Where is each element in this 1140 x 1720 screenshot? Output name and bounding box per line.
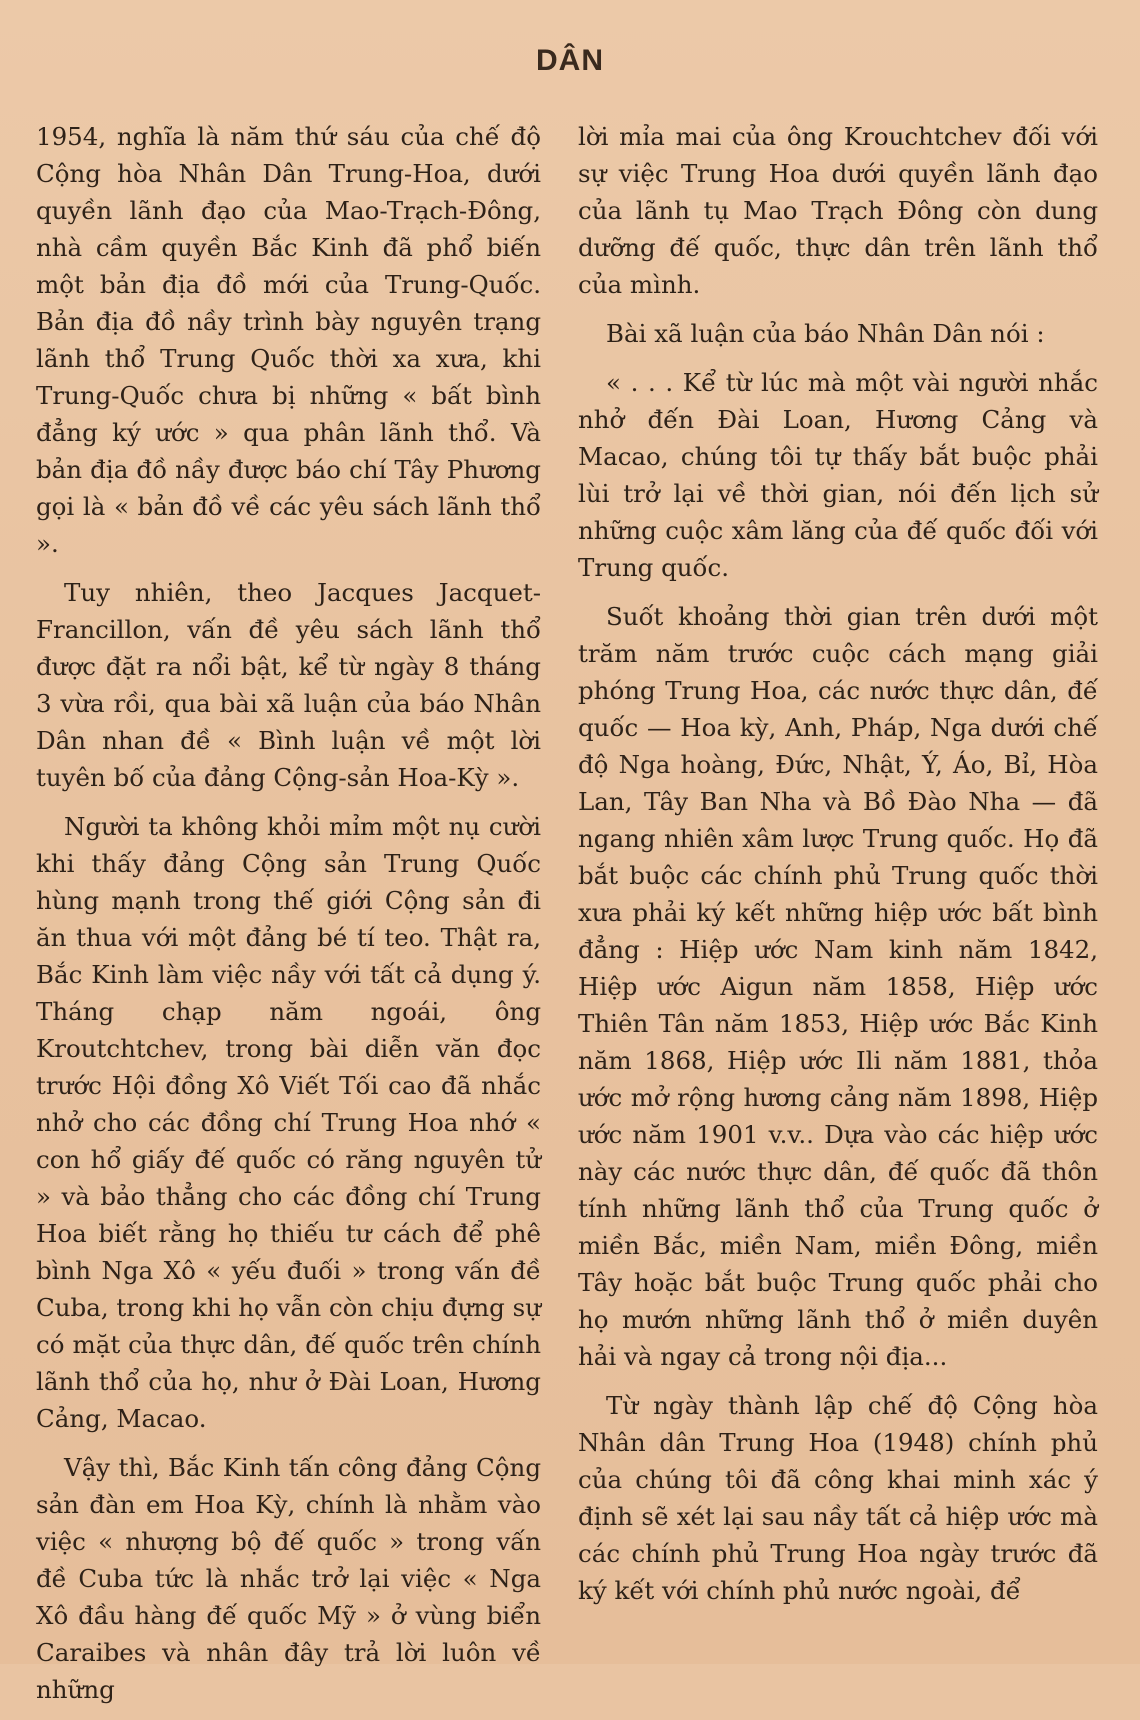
right-paragraph-4: Suốt khoảng thời gian trên dưới một trăm năm trước cuộc cách mạng giải phóng Trung Hoa, các nước thực dân, đế quốc — Hoa kỳ, Anh, Pháp, Nga dưới chế độ Nga hoàng, Đức, Nhật, Ý, Áo, Bỉ, Hòa Lan, Tây Ban Nha và Bồ Đào Nha — đã ngang nhiên xâm lược Trung quốc. Họ đã bắt buộc các chính phủ Trung quốc thời xưa phải ký kết những hiệp ước bất bình đẳng : Hiệp ước Nam kinh năm 1842, Hiệp ước Aigun năm 1858, Hiệp ước Thiên Tân năm 1853, Hiệp ước Bắc Kinh năm 1868, Hiệp ước Ili năm 1881, thỏa ước mở rộng hương cảng năm 1898, Hiệp ước năm 1901 v.v.. Dựa vào các hiệp ước này các nước thực dân, đế quốc đã thôn tính những lãnh thổ của Trung quốc ở miền Bắc, miền Nam, miền Đông, miền Tây hoặc bắt buộc Trung quốc phải cho họ mướn những lãnh thổ ở miền duyên hải và ngay cả trong nội địa... <box>578 602 1098 1371</box>
right-paragraph-5: Từ ngày thành lập chế độ Cộng hòa Nhân dân Trung Hoa (1948) chính phủ của chúng tôi đã công khai minh xác ý định sẽ xét lại sau nầy tất cả hiệp ước mà các chính phủ Trung Hoa ngày trước đã ký kết với chính phủ nước ngoài, để <box>578 1391 1098 1605</box>
right-column <box>578 118 1098 1621</box>
left-paragraph-1: 1954, nghĩa là năm thứ sáu của chế độ Cộng hòa Nhân Dân Trung-Hoa, dưới quyền lãnh đạo của Mao-Trạch-Đông, nhà cầm quyền Bắc Kinh đã phổ biến một bản địa đồ mới của Trung-Quốc. Bản địa đồ nầy trình bày nguyên trạng lãnh thổ Trung Quốc thời xa xưa, khi Trung-Quốc chưa bị những « bất bình đẳng ký ước » qua phân lãnh thổ. Và bản địa đồ nầy được báo chí Tây Phương gọi là « bản đồ về các yêu sách lãnh thổ ». <box>36 122 541 558</box>
right-paragraph-1: lời mỉa mai của ông Krouchtchev đối với sự việc Trung Hoa dưới quyền lãnh đạo của lãnh tụ Mao Trạch Đông còn dung dưỡng đế quốc, thực dân trên lãnh thổ của mình. <box>578 122 1098 299</box>
left-column <box>36 118 541 1720</box>
page-header: DÂN <box>536 44 604 77</box>
left-paragraph-3: Người ta không khỏi mỉm một nụ cười khi thấy đảng Cộng sản Trung Quốc hùng mạnh trong thế giới Cộng sản đi ăn thua với một đảng bé tí teo. Thật ra, Bắc Kinh làm việc nầy với tất cả dụng ý. Tháng chạp năm ngoái, ông Kroutchtchev, trong bài diễn văn đọc trước Hội đồng Xô Viết Tối cao đã nhắc nhở cho các đồng chí Trung Hoa nhớ « con hổ giấy đế quốc có răng nguyên tử » và bảo thẳng cho các đồng chí Trung Hoa biết rằng họ thiếu tư cách để phê bình Nga Xô « yếu đuối » trong vấn đề Cuba, trong khi họ vẫn còn chịu đựng sự có mặt của thực dân, đế quốc trên chính lãnh thổ của họ, như ở Đài Loan, Hương Cảng, Macao. <box>36 812 541 1433</box>
right-paragraph-3: « . . . Kể từ lúc mà một vài người nhắc nhở đến Đài Loan, Hương Cảng và Macao, chúng tôi tự thấy bắt buộc phải lùi trở lại về thời gian, nói đến lịch sử những cuộc xâm lăng của đế quốc đối với Trung quốc. <box>578 368 1098 582</box>
right-paragraph-2: Bài xã luận của báo Nhân Dân nói : <box>606 319 1045 348</box>
left-paragraph-4: Vậy thì, Bắc Kinh tấn công đảng Cộng sản đàn em Hoa Kỳ, chính là nhằm vào việc « nhượng bộ đế quốc » trong vấn đề Cuba tức là nhắc trở lại việc « Nga Xô đầu hàng đế quốc Mỹ » ở vùng biển Caraibes và nhân đây trả lời luôn về những <box>36 1453 541 1704</box>
left-paragraph-2: Tuy nhiên, theo Jacques Jacquet-Francillon, vấn đề yêu sách lãnh thổ được đặt ra nổi bật, kể từ ngày 8 tháng 3 vừa rồi, qua bài xã luận của báo Nhân Dân nhan đề « Bình luận về một lời tuyên bố của đảng Cộng-sản Hoa-Kỳ ». <box>36 578 541 792</box>
